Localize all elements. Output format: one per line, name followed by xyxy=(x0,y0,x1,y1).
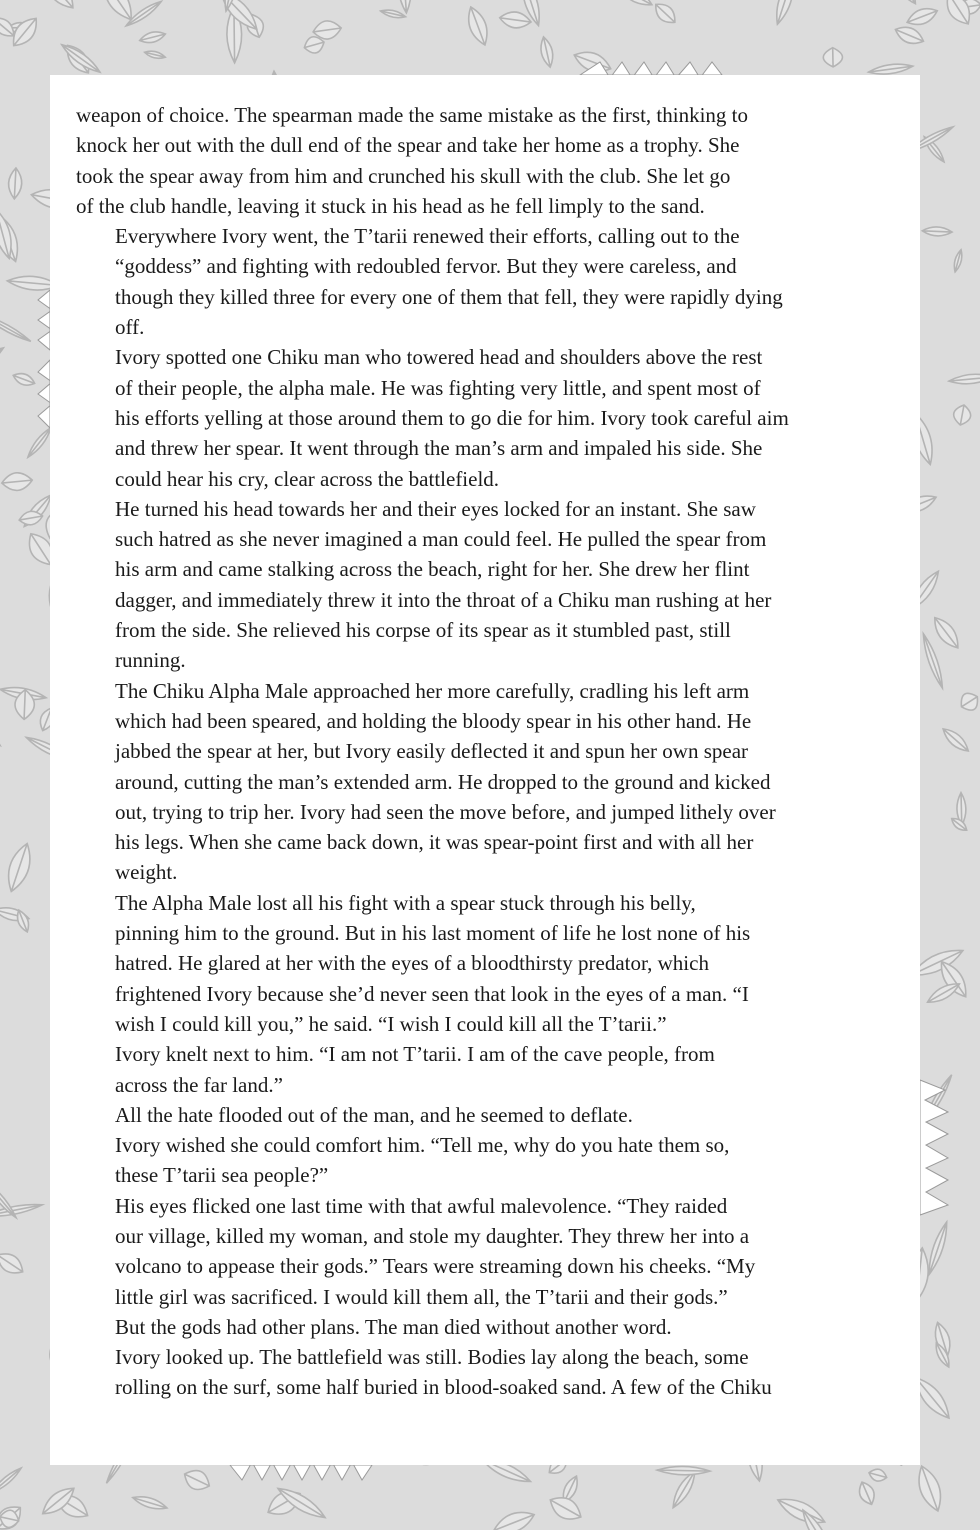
text-line: But the gods had other plans. The man died without another word. xyxy=(115,1314,672,1339)
text-line: The Alpha Male lost all his fight with a spear stuck through his belly, xyxy=(115,890,696,915)
text-line: these T’tarii sea people?” xyxy=(115,1163,329,1188)
paragraph xyxy=(76,342,906,493)
text-line: Ivory looked up. The battlefield was still. Bodies lay along the beach, some xyxy=(115,1345,749,1370)
text-line: out, trying to trip her. Ivory had seen the move before, and jumped lithely over xyxy=(115,799,776,824)
text-line: hatred. He glared at her with the eyes of a bloodthirsty predator, which xyxy=(115,951,709,976)
paragraph xyxy=(76,494,906,676)
paragraph xyxy=(76,888,906,1039)
text-line: “goddess” and fighting with redoubled fervor. But they were careless, and xyxy=(115,254,737,279)
text-line: Everywhere Ivory went, the T’tarii renewed their efforts, calling out to the xyxy=(115,224,740,249)
text-line: wish I could kill you,” he said. “I wish I could kill all the T’tarii.” xyxy=(115,1011,667,1036)
text-line: across the far land.” xyxy=(115,1072,283,1097)
text-line: our village, killed my woman, and stole my daughter. They threw her into a xyxy=(115,1223,750,1248)
text-line: All the hate flooded out of the man, and he seemed to deflate. xyxy=(115,1102,633,1127)
paragraph xyxy=(76,676,906,888)
text-line: took the spear away from him and crunched his skull with the club. She let go xyxy=(76,163,731,188)
text-line: weapon of choice. The spearman made the same mistake as the first, thinking to xyxy=(76,103,748,127)
story-text xyxy=(76,100,906,1403)
text-line: rolling on the surf, some half buried in blood-soaked sand. A few of the Chiku xyxy=(115,1375,772,1400)
text-line: off. xyxy=(115,315,145,340)
text-line: His eyes flicked one last time with that awful malevolence. “They raided xyxy=(115,1193,728,1218)
text-line: Ivory spotted one Chiku man who towered head and shoulders above the rest xyxy=(115,345,763,370)
text-line: and threw her spear. It went through the man’s arm and impaled his side. She xyxy=(115,436,763,461)
text-line: such hatred as she never imagined a man could feel. He pulled the spear from xyxy=(115,527,767,552)
text-line: his legs. When she came back down, it was spear-point first and with all her xyxy=(115,830,754,855)
text-line: of the club handle, leaving it stuck in his head as he fell limply to the sand. xyxy=(76,193,705,218)
text-line: his efforts yelling at those around them to go die for him. Ivory took careful aim xyxy=(115,405,789,430)
text-line: his arm and came stalking across the beach, right for her. She drew her flint xyxy=(115,557,750,582)
text-line: of their people, the alpha male. He was fighting very little, and spent most of xyxy=(115,375,761,400)
paragraph xyxy=(76,1191,906,1312)
text-line: knock her out with the dull end of the spear and take her home as a trophy. She xyxy=(76,133,740,158)
paragraph xyxy=(76,1130,906,1191)
text-line: frightened Ivory because she’d never seen that look in the eyes of a man. “I xyxy=(115,981,749,1006)
paragraph xyxy=(76,221,906,342)
paragraph xyxy=(76,1312,906,1342)
text-line: running. xyxy=(115,648,186,673)
text-line: around, cutting the man’s extended arm. He dropped to the ground and kicked xyxy=(115,769,771,794)
text-line: little girl was sacrificed. I would kill them all, the T’tarii and their gods.” xyxy=(115,1284,728,1309)
paragraph xyxy=(76,1039,906,1100)
text-line: Ivory wished she could comfort him. “Tell me, why do you hate them so, xyxy=(115,1133,730,1158)
paragraph xyxy=(76,1342,906,1403)
text-line: from the side. She relieved his corpse of its spear as it stumbled past, still xyxy=(115,618,731,643)
text-line: weight. xyxy=(115,860,178,885)
paragraph xyxy=(76,100,906,221)
paragraph xyxy=(76,1100,906,1130)
text-line: Ivory knelt next to him. “I am not T’tarii. I am of the cave people, from xyxy=(115,1042,715,1067)
text-line: jabbed the spear at her, but Ivory easily deflected it and spun her own spear xyxy=(115,739,749,764)
text-line: pinning him to the ground. But in his last moment of life he lost none of his xyxy=(115,921,751,946)
text-line: though they killed three for every one of them that fell, they were rapidly dying xyxy=(115,284,783,309)
text-line: The Chiku Alpha Male approached her more carefully, cradling his left arm xyxy=(115,678,750,703)
text-line: He turned his head towards her and their eyes locked for an instant. She saw xyxy=(115,496,756,521)
text-line: volcano to appease their gods.” Tears were streaming down his cheeks. “My xyxy=(115,1254,756,1279)
text-line: dagger, and immediately threw it into the throat of a Chiku man rushing at her xyxy=(115,587,772,612)
text-line: could hear his cry, clear across the battlefield. xyxy=(115,466,500,491)
text-line: which had been speared, and holding the bloody spear in his other hand. He xyxy=(115,708,752,733)
